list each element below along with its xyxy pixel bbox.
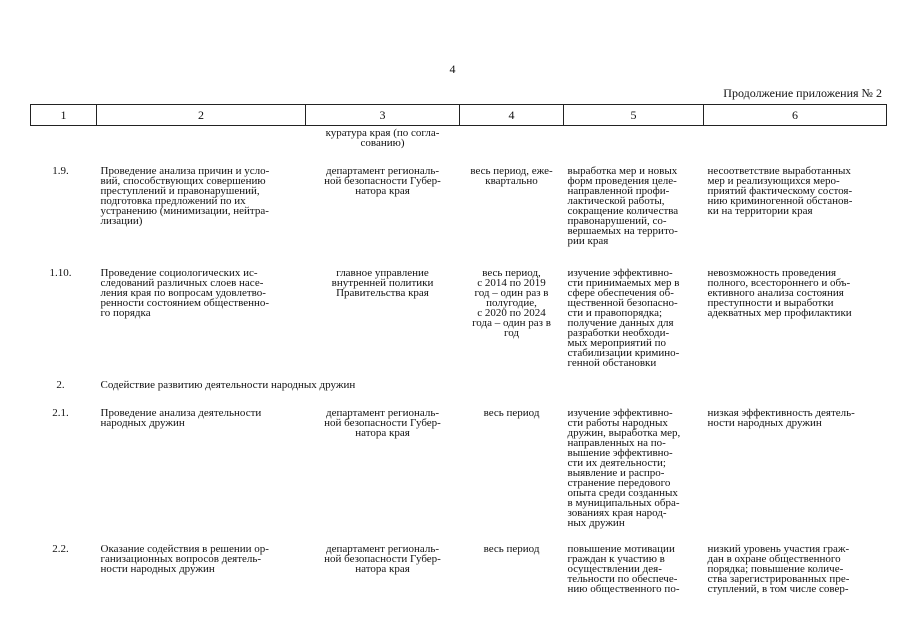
section-row [31, 380, 887, 408]
executor-cell: главное управление внутренней политики Правительства края [331, 267, 434, 299]
result-cell: выработка мер и новых форм проведения целе- направленной профи- лактической работы, сокращение количества правонарушений, со- вершаемых на террито- рии края [567, 165, 679, 247]
executor-cell: департамент региональ- ной безопасности Губер- натора края [324, 407, 441, 439]
row-number: 1.9. [52, 165, 69, 177]
period-cell: весь период, с 2014 по 2019 год – один раз в полугодие, с 2020 по 2024 года – один раз в год [472, 267, 551, 339]
result-cell: изучение эффективно- сти работы народных дружин, выработка мер, направленных на по- вышение эффективно- сти их деятельности; выявление и распро- странение передового опыта среди созданных в муниципальных обра- зованиях края народ- ных дружин [567, 407, 681, 529]
measure-cell: Проведение социологических ис- следований различных слоев насе- ления края по вопросам удовлетво- ренности состоянием общественно- го порядка [100, 267, 270, 319]
continued-row [31, 126, 887, 167]
risk-cell: низкая эффективность деятель- ности народных дружин [707, 407, 855, 429]
row-number: 2.2. [52, 543, 69, 555]
table-row [31, 408, 887, 544]
measure-cell: Проведение анализа причин и усло- вий, способствующих совершению преступлений и правонарушений, подготовка предложений по их устранению (минимизации, нейтра- лизации) [100, 165, 270, 227]
measure-cell: Проведение анализа деятельности народных дружин [100, 407, 262, 429]
result-cell: изучение эффективно- сти принимаемых мер в сфере обеспечения об- щественной безопасно- сти и правопорядка; получение данных для разработки необходи- мых мероприятий по стабилизации кримино- генной обстановки [567, 267, 680, 369]
risk-cell: низкий уровень участия граж- дан в охране общественного порядка; повышение количе- ства зарегистрированных пре- ступлений, в том числе совер- [707, 543, 850, 595]
header-cell: 5 [564, 105, 704, 126]
risk-cell: несоответствие выработанных мер и реализующихся меро- приятий фактическому состоя- нию криминогенной обстанов- ки на территории края [707, 165, 853, 217]
executor-cell: куратура края (по согла- сованию) [325, 127, 440, 149]
executor-cell: департамент региональ- ной безопасности Губер- натора края [324, 543, 441, 575]
period-cell: весь период [483, 543, 540, 555]
header-cell: 6 [704, 105, 887, 126]
table-row [31, 166, 887, 268]
period-cell: весь период, еже- квартально [470, 165, 553, 187]
risk-cell: невозможность проведения полного, всестороннего и объ- ективного анализа состояния преступности и выработки адекватных мер профилактики [707, 267, 852, 319]
row-number: 1.10. [49, 267, 72, 279]
row-number: 2.1. [52, 407, 69, 419]
period-cell: весь период [483, 407, 540, 419]
executor-cell: департамент региональ- ной безопасности Губер- натора края [324, 165, 441, 197]
continuation-label: Продолжение приложения № 2 [723, 86, 882, 100]
table-row [31, 544, 887, 594]
page-number: 4 [449, 62, 456, 76]
result-cell: повышение мотивации граждан к участию в осуществлении дея- тельности по обеспече- нию общественного по- [567, 543, 680, 595]
header-cell: 2 [97, 105, 306, 126]
section-number: 2. [56, 379, 65, 391]
header-cell: 3 [306, 105, 460, 126]
header-row [31, 105, 887, 126]
measure-cell: Оказание содействия в решении ор- ганизационных вопросов деятель- ности народных дружин [100, 543, 269, 575]
table-row [31, 268, 887, 380]
appendix-table [30, 104, 886, 594]
header-cell: 1 [31, 105, 97, 126]
header-cell: 4 [460, 105, 564, 126]
section-title: Содействие развитию деятельности народных дружин [100, 379, 356, 391]
